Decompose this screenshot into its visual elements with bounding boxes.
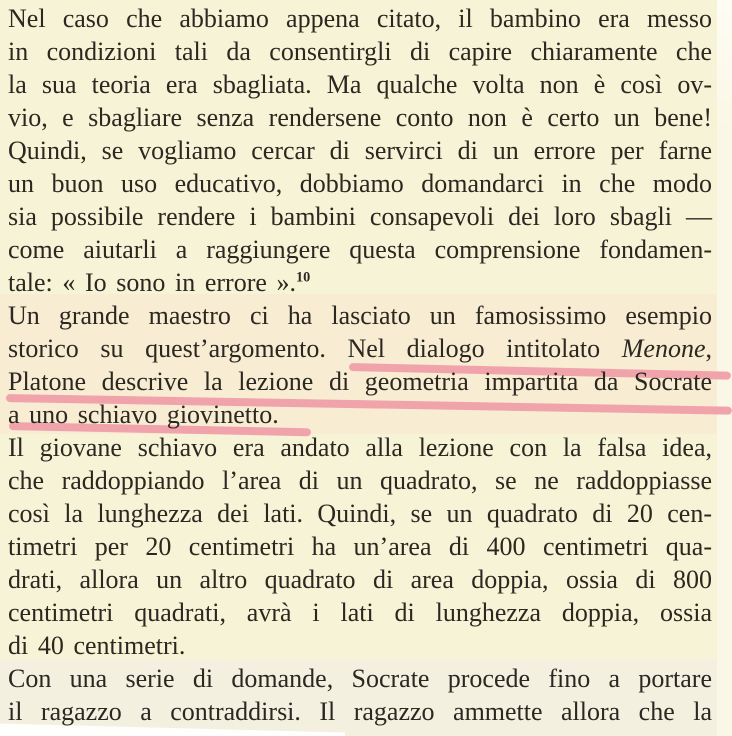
text-line bbox=[8, 596, 712, 629]
text-segment: così la lunghezza dei lati. Quindi, se un quadrato di 20 cen- bbox=[8, 499, 712, 528]
text-line bbox=[8, 629, 712, 662]
text-segment: come aiutarli a raggiungere questa comprensione fondamen- bbox=[8, 235, 712, 264]
text-line bbox=[8, 332, 712, 365]
scan-edge-right-strip bbox=[717, 0, 732, 736]
italic-title: Menone bbox=[621, 334, 706, 363]
text-segment: la sua teoria era sbagliata. Ma qualche volta non è così ov- bbox=[8, 70, 712, 99]
text-line bbox=[8, 365, 712, 398]
text-line bbox=[8, 134, 712, 167]
footnote-marker: 10 bbox=[296, 269, 311, 286]
text-line bbox=[8, 101, 712, 134]
text-segment: vio, e sbagliare senza rendersene conto non è certo un bene! bbox=[8, 103, 712, 132]
text-segment: Un grande maestro ci ha lasciato un famosissimo esempio bbox=[8, 301, 712, 330]
text-line bbox=[8, 530, 712, 563]
text-segment: a uno schiavo giovinetto. bbox=[8, 400, 279, 429]
text-segment: , bbox=[705, 334, 712, 363]
text-column bbox=[8, 2, 712, 728]
text-segment: timetri per 20 centimetri ha un’area di 400 centimetri qua- bbox=[8, 532, 712, 561]
text-line bbox=[8, 398, 712, 431]
text-line bbox=[8, 266, 712, 299]
text-segment: Quindi, se vogliamo cercar di servirci di un errore per farne bbox=[8, 136, 712, 165]
text-line bbox=[8, 2, 712, 35]
text-segment: di 40 centimetri. bbox=[8, 631, 186, 660]
text-segment: in condizioni tali da consentirgli di capire chiaramente che bbox=[8, 37, 712, 66]
text-segment: centimetri quadrati, avrà i lati di lunghezza doppia, ossia bbox=[8, 598, 712, 627]
text-segment: sia possibile rendere i bambini consapevoli dei loro sbagli — bbox=[8, 202, 712, 231]
text-segment: il ragazzo a contraddirsi. Il ragazzo ammette allora che la bbox=[8, 697, 712, 726]
text-line bbox=[8, 200, 712, 233]
text-segment: Nel caso che abbiamo appena citato, il bambino era messo bbox=[8, 4, 712, 33]
text-line bbox=[8, 167, 712, 200]
text-segment: Il giovane schiavo era andato alla lezione con la falsa idea, bbox=[8, 433, 712, 462]
text-segment: storico su quest’argomento. Nel dialogo intitolato bbox=[8, 334, 622, 363]
text-segment: un buon uso educativo, dobbiamo domandarci in che modo bbox=[8, 169, 712, 198]
text-segment: drati, allora un altro quadrato di area doppia, ossia di 800 bbox=[8, 565, 712, 594]
text-line bbox=[8, 233, 712, 266]
text-segment: tale: « Io sono in errore ». bbox=[8, 268, 297, 297]
text-segment: Con una serie di domande, Socrate procede fino a portare bbox=[8, 664, 712, 693]
text-line bbox=[8, 299, 712, 332]
text-line bbox=[8, 68, 712, 101]
text-segment: che raddoppiando l’area di un quadrato, se ne raddoppiasse bbox=[8, 466, 712, 495]
text-line bbox=[8, 431, 712, 464]
text-line bbox=[8, 464, 712, 497]
text-line bbox=[8, 695, 712, 728]
text-line bbox=[8, 563, 712, 596]
text-segment: Platone descrive la lezione di geometria impartita da Socrate bbox=[8, 367, 712, 396]
text-line bbox=[8, 35, 712, 68]
text-line bbox=[8, 662, 712, 695]
text-line bbox=[8, 497, 712, 530]
